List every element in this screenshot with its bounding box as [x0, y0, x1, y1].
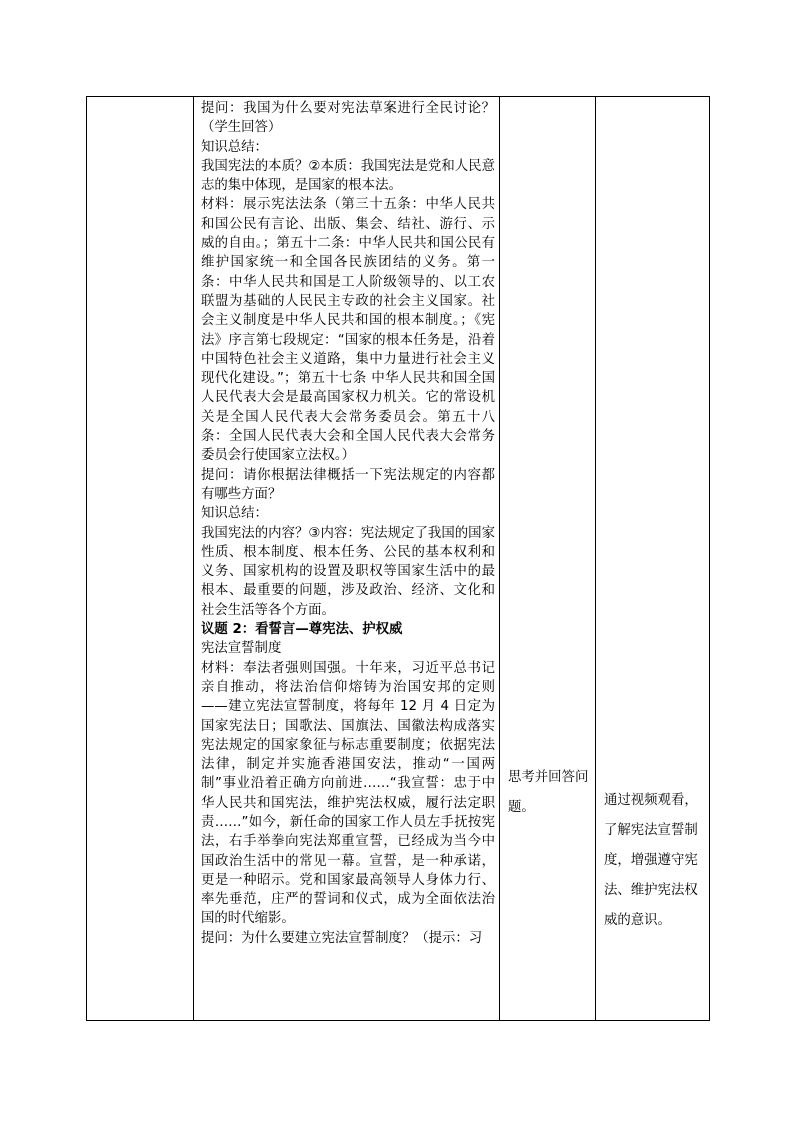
teaching-content-cell	[194, 97, 500, 1021]
student-activity-text: 思考并回答问题。	[508, 770, 589, 815]
paragraph: 我国宪法的本质？②本质：我国宪法是党和人民意志的集中体现，是国家的根本法。	[201, 158, 495, 194]
paragraph: 知识总结：	[201, 506, 268, 522]
paragraph: 知识总结：	[201, 139, 268, 155]
paragraph: 材料：奉法者强则国强。十年来，习近平总书记亲自推动，将法治信仰熔铸为治国安邦的定则——建立宪法宣誓制度，将每年 12 月 4 日定为国家宪法日；国歌法、国旗法、国徽法构成落实宪法规定的国家象征与标志重要制度；依据宪法法律，制定并实施香港国安法，推动“一国两制”事业沿着正确方向前进……“我宣誓：忠于中华人民共和国宪法，维护宪法权威，履行法定职责……”如今，新任命的国家工作人员左手抚按宪法，右手举拳向宪法郑重宣誓，已经成为当今中国政治生活中的常见一幕。宣誓，是一种承诺，更是一种昭示。党和国家最高领导人身体力行、率先垂范，庄严的誓词和仪式，成为全面依法治国的时代缩影。	[201, 660, 495, 927]
paragraph: 我国宪法的内容？③内容：宪法规定了我国的国家性质、根本制度、根本任务、公民的基本权利和义务、国家机构的设置及职权等国家生活中的最根本、最重要的问题，涉及政治、经济、文化和社会生活等各个方面。	[201, 525, 495, 618]
paragraph: 提问：请你根据法律概括一下宪法规定的内容都有哪些方面？	[201, 467, 495, 502]
topic-heading: 议题 2：看誓言—尊宪法、护权威	[201, 622, 403, 638]
paragraph: 宪法宣誓制度	[201, 641, 282, 657]
design-intent-cell	[596, 97, 710, 1021]
student-activity-cell	[500, 97, 596, 1021]
paragraph: 提问：为什么要建立宪法宣誓制度？（提示：习	[201, 930, 483, 946]
paragraph: 材料：展示宪法法条（第三十五条：中华人民共和国公民有言论、出版、集会、结社、游行、示威的自由。；第五十二条：中华人民共和国公民有维护国家统一和全国各民族团结的义务。第一条：中华人民共和国是工人阶级领导的、以工农联盟为基础的人民民主专政的社会主义国家。社会主义制度是中华人民共和国的根本制度。；《宪法》序言第七段规定：“国家的根本任务是，沿着中国特色社会主义道路，集中力量进行社会主义现代化建设。”；第五十七条 中华人民共和国全国人民代表大会是最高国家权力机关。它的常设机关是全国人民代表大会常务委员会。第五十八条：全国人民代表大会和全国人民代表大会常务委员会行使国家立法权。）	[201, 197, 495, 464]
paragraph: 提问：我国为什么要对宪法草案进行全民讨论？（学生回答）	[201, 101, 495, 136]
segment-cell	[87, 97, 194, 1021]
lesson-table	[86, 96, 710, 1021]
design-intent-text: 通过视频观看，了解宪法宣誓制度，增强遵守宪法、维护宪法权威的意识。	[604, 793, 698, 928]
teaching-content	[194, 97, 499, 948]
table-row	[87, 97, 710, 1021]
